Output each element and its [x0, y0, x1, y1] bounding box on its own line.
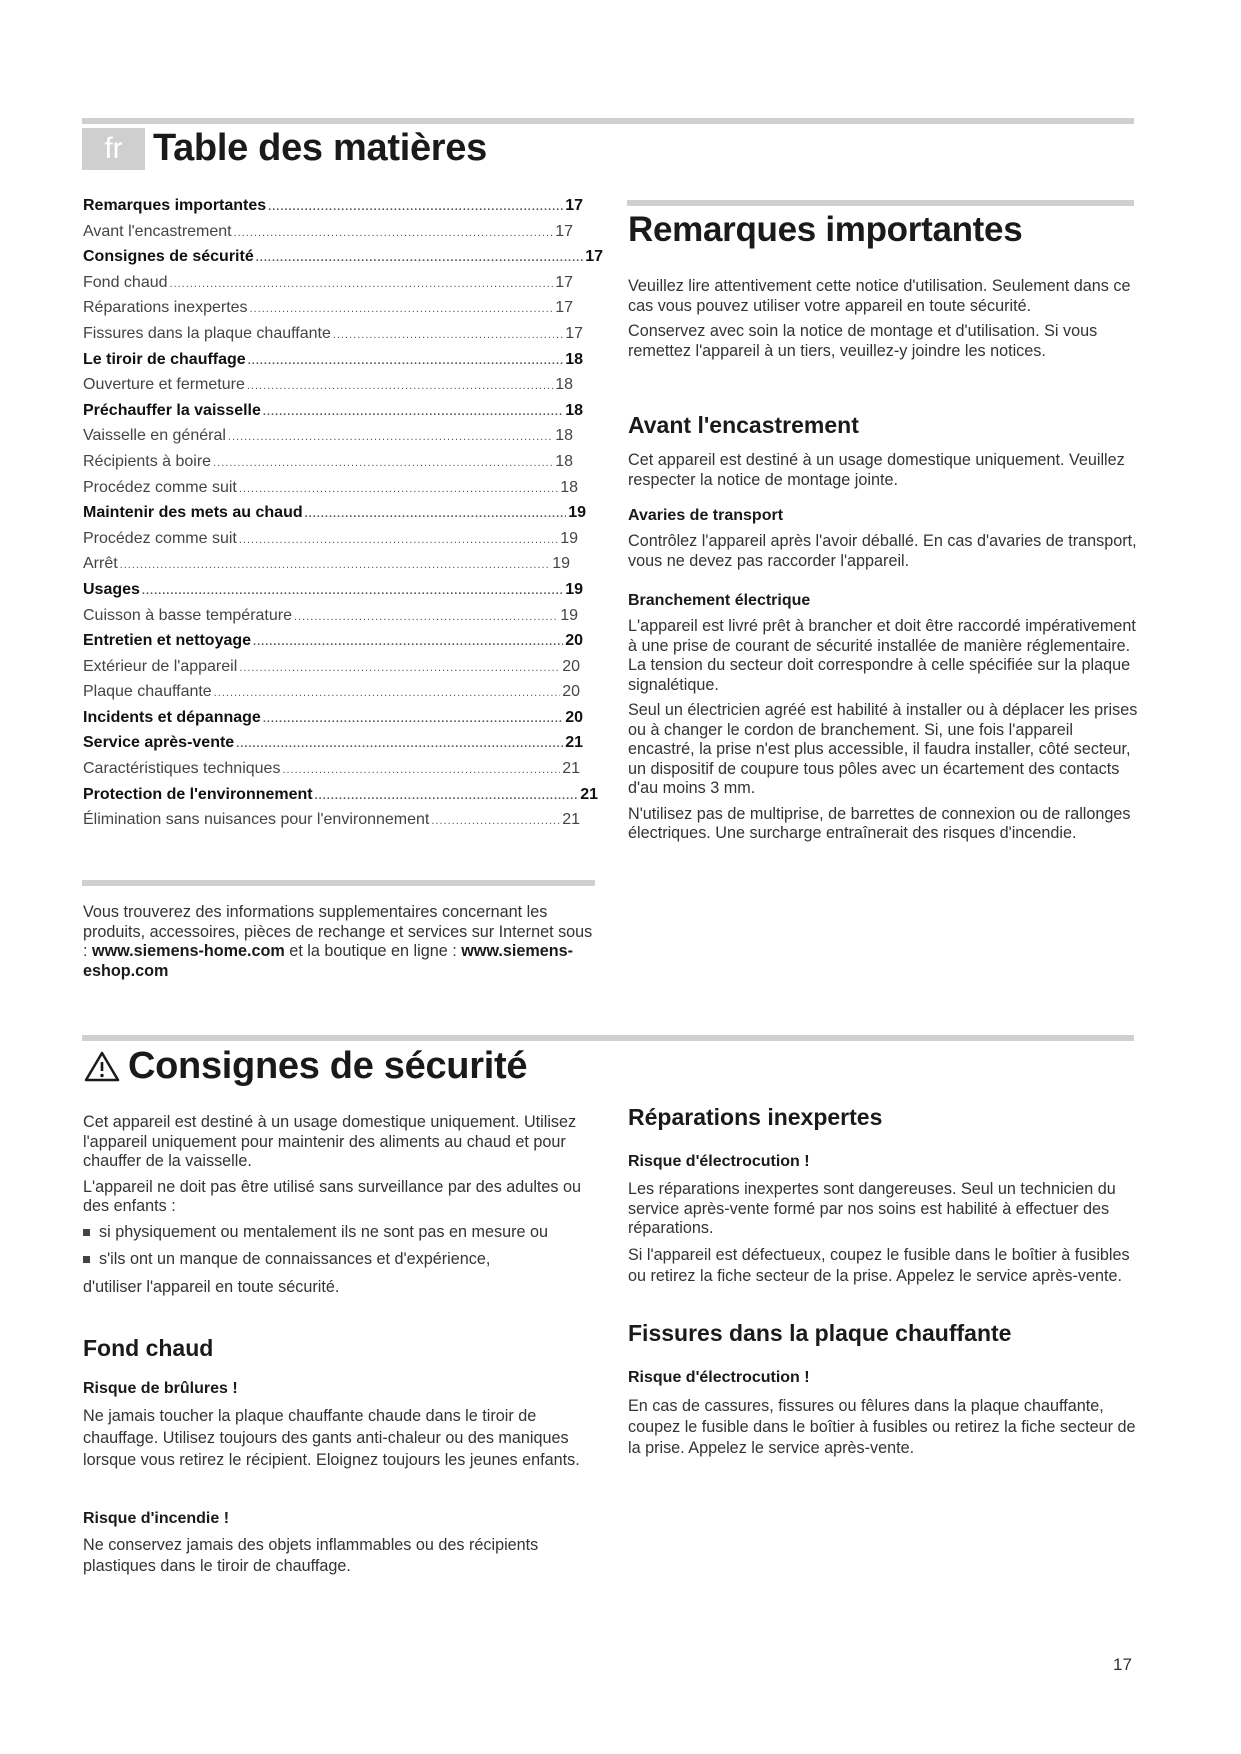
- online-info-text: et la boutique en ligne :: [284, 942, 462, 960]
- list-item: s'ils ont un manque de connaissances et d'expérience,: [83, 1250, 593, 1270]
- toc-row[interactable]: Arrêt ..... 19: [83, 555, 570, 581]
- fond-chaud-heading: Fond chaud: [83, 1335, 214, 1361]
- securite-title: Consignes de sécurité: [128, 1045, 528, 1087]
- toc-row[interactable]: Réparations inexpertes ..... 17: [83, 299, 573, 325]
- eshop-link[interactable]: www.siemens-eshop.com: [83, 942, 574, 980]
- paragraph: Seul un électricien agréé est habilité à installer ou à déplacer les prises ou à changer le cordon de branchement. Si, une fois l'appareil encastré, la prise n'est plus accessible, il faudra installer, côté secteur, un dispositif de coupure tous pôles avec un écartement des contacts d'au moins 3 mm.: [628, 701, 1138, 797]
- toc-row[interactable]: Protection de l'environnement ..... 21: [83, 786, 598, 812]
- toc-row[interactable]: Procédez comme suit ..... 19: [83, 530, 578, 556]
- warning-icon: [84, 1050, 120, 1082]
- top-rule: [82, 118, 1134, 124]
- paragraph: Veuillez lire attentivement cette notice d'utilisation. Seulement dans ce cas vous pouvez utiliser votre appareil en toute sécurité.: [628, 277, 1131, 315]
- toc-divider: [82, 880, 595, 886]
- securite-title-row: [84, 1045, 527, 1088]
- fissures-heading: Fissures dans la plaque chauffante: [628, 1320, 1012, 1346]
- toc-row[interactable]: Cuisson à basse température ..... 19: [83, 607, 578, 633]
- remarques-rule: [627, 200, 1134, 206]
- toc-row[interactable]: Fissures dans la plaque chauffante ..... 17: [83, 325, 583, 351]
- toc-row[interactable]: Caractéristiques techniques ..... 21: [83, 760, 580, 786]
- bullet-square-icon: [83, 1229, 90, 1236]
- brulures-risk: Risque de brûlures !: [83, 1380, 238, 1397]
- reparations-body: [628, 1180, 1138, 1293]
- toc-row[interactable]: Le tiroir de chauffage ..... 18: [83, 351, 583, 377]
- paragraph: Conservez avec soin la notice de montage et d'utilisation. Si vous remettez l'appareil à un tiers, veuillez-y joindre les notices.: [628, 322, 1098, 360]
- electrocution-risk: Risque d'électrocution !: [628, 1369, 810, 1386]
- toc-row[interactable]: Incidents et dépannage ..... 20: [83, 709, 583, 735]
- paragraph: Si l'appareil est défectueux, coupez le fusible dans le boîtier à fusibles ou retirez la fiche secteur de la prise. Appelez le service après-vente.: [628, 1245, 1130, 1285]
- toc-row[interactable]: Usages ..... 19: [83, 581, 583, 607]
- avant-encastrement-text: Cet appareil est destiné à un usage domestique uniquement. Veuillez respecter la notice de montage jointe.: [628, 451, 1125, 489]
- toc-row[interactable]: Récipients à boire ..... 18: [83, 453, 573, 479]
- incendie-risk: Risque d'incendie !: [83, 1510, 230, 1527]
- page-number: 17: [1113, 1655, 1132, 1674]
- paragraph: N'utilisez pas de multiprise, de barrettes de connexion ou de rallonges électriques. Une surcharge entraînerait des risques d'incendie.: [628, 804, 1131, 842]
- online-info: [83, 903, 593, 981]
- language-badge: fr: [82, 128, 145, 170]
- incendie-text: Ne conservez jamais des objets inflammables ou des récipients plastiques dans le tiroir de chauffage.: [83, 1536, 539, 1575]
- toc-row[interactable]: Service après-vente ..... 21: [83, 734, 583, 760]
- branchement-heading: Branchement électrique: [628, 592, 811, 609]
- remarques-body: [628, 277, 1138, 367]
- toc-row[interactable]: Ouverture et fermeture ..... 18: [83, 376, 573, 402]
- paragraph: Cet appareil est destiné à un usage domestique uniquement. Utilisez l'appareil uniquement pour maintenir des aliments au chaud et pour chauffer de la vaisselle.: [83, 1113, 577, 1170]
- toc-row[interactable]: Avant l'encastrement ..... 17: [83, 223, 573, 249]
- toc-row[interactable]: Consignes de sécurité ..... 17: [83, 248, 603, 274]
- paragraph: Les réparations inexpertes sont dangereuses. Seul un technicien du service après-vente formé par nos soins est habilité à effectuer des réparations.: [628, 1180, 1116, 1237]
- bullet-list: [83, 1223, 593, 1270]
- electrocution-risk: Risque d'électrocution !: [628, 1153, 810, 1170]
- toc-row[interactable]: Fond chaud ..... 17: [83, 274, 573, 300]
- reparations-heading: Réparations inexpertes: [628, 1104, 883, 1130]
- fissures-text: En cas de cassures, fissures ou fêlures dans la plaque chauffante, coupez le fusible dans le boîtier à fusibles ou retirez la fiche secteur de la prise. Appelez le service après-vente.: [628, 1397, 1136, 1457]
- toc-row[interactable]: Procédez comme suit ..... 18: [83, 479, 578, 505]
- fond-chaud-text: Ne jamais toucher la plaque chauffante chaude dans le tiroir de chauffage. Utilisez toujours des gants anti-chaleur ou des maniques lorsque vous retirez le récipient. Eloignez toujours les jeunes enfants.: [83, 1407, 580, 1469]
- toc-row[interactable]: Vaisselle en général ..... 18: [83, 427, 573, 453]
- toc-row[interactable]: Maintenir des mets au chaud ..... 19: [83, 504, 586, 530]
- securite-intro: [83, 1113, 593, 1303]
- bullet-square-icon: [83, 1256, 90, 1263]
- remarques-title: Remarques importantes: [628, 210, 1023, 249]
- toc-row[interactable]: Préchauffer la vaisselle ..... 18: [83, 402, 583, 428]
- toc-row[interactable]: Extérieur de l'appareil ..... 20: [83, 658, 580, 684]
- online-info-text: Vous trouverez des informations supplementaires concernant les produits, accessoires, pièces de rechange et services sur Internet sous :: [83, 903, 593, 960]
- paragraph: L'appareil est livré prêt à brancher et doit être raccordé impérativement à une prise de courant de sécurité installée de manière réglementaire. La tension du secteur doit correspondre à celle spécifiée sur la plaque signalétique.: [628, 617, 1136, 694]
- website-link[interactable]: www.siemens-home.com: [92, 942, 285, 960]
- branchement-body: [628, 617, 1138, 850]
- toc-row[interactable]: Entretien et nettoyage ..... 20: [83, 632, 583, 658]
- paragraph: L'appareil ne doit pas être utilisé sans surveillance par des adultes ou des enfants :: [83, 1177, 582, 1215]
- table-of-contents: [83, 197, 603, 837]
- avant-encastrement-heading: Avant l'encastrement: [628, 412, 859, 438]
- toc-title: Table des matières: [153, 127, 487, 169]
- transport-heading: Avaries de transport: [628, 507, 784, 524]
- paragraph: d'utiliser l'appareil en toute sécurité.: [83, 1277, 340, 1296]
- securite-rule: [82, 1035, 1134, 1041]
- transport-text: Contrôlez l'appareil après l'avoir déballé. En cas d'avaries de transport, vous ne devez pas raccorder l'appareil.: [628, 532, 1137, 570]
- list-item: si physiquement ou mentalement ils ne sont pas en mesure ou: [83, 1223, 593, 1243]
- toc-row[interactable]: Remarques importantes ..... 17: [83, 197, 583, 223]
- toc-row[interactable]: Plaque chauffante ..... 20: [83, 683, 580, 709]
- toc-row[interactable]: Élimination sans nuisances pour l'environnement ..... 21: [83, 811, 580, 837]
